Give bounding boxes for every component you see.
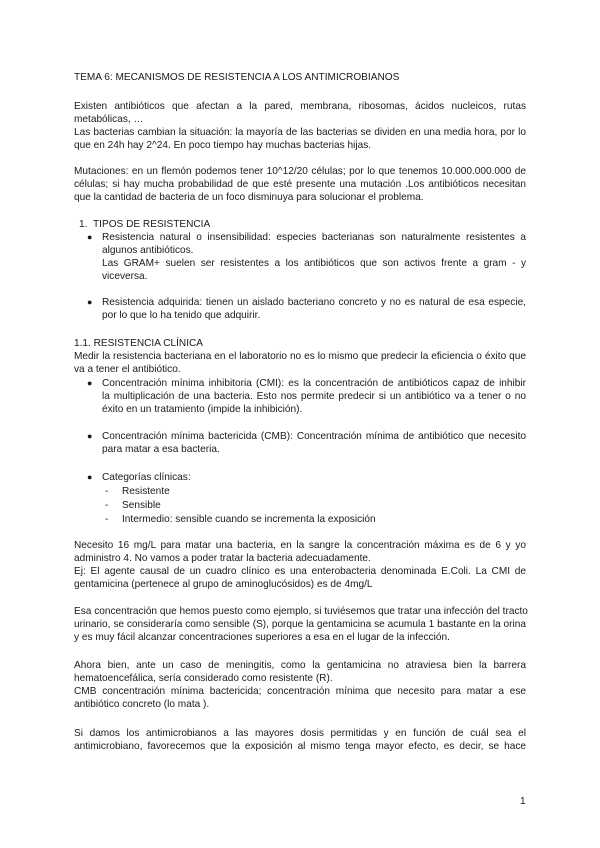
paragraph-line: Si damos los antimicrobianos a las mayores dosis permitidas y en función de cuál sea el [74,728,526,739]
list-item: por lo que lo ha tenido que adquirir. [102,310,261,321]
dash-icon: - [105,514,109,525]
paragraph-line: antimicrobiano, favorecemos que la exposición al mismo tenga mayor efecto, es decir, se hace [74,741,526,752]
paragraph-line: que la cantidad de bacteria de un foco disminuya para solucionar el problema. [74,192,424,203]
list-item: Las GRAM+ suelen ser resistentes a los antibióticos que son activos frente a gram - y [102,258,526,269]
paragraph-line: va a tener el antibiótico. [74,364,181,375]
paragraph-line: Medir la resistencia bacteriana en el laboratorio no es lo mismo que predecir la eficiencia o éxito que [74,351,526,362]
paragraph-line: antibiótico concreto (lo mata ). [74,699,210,710]
list-item: Concentración mínima inhibitoria (CMI): es la concentración de antibióticos capaz de inhibir [102,378,526,389]
paragraph-line: metabólicas, … [74,114,144,125]
bullet-icon: ● [87,378,93,388]
dash-icon: - [105,486,109,497]
paragraph-line: gentamicina (pertenece al grupo de aminoglucósidos) es de 4mg/L [74,579,373,590]
sub-list-item: Resistente [122,486,170,497]
paragraph-line: administro 4. No vamos a poder tratar la bacteria adecuadamente. [74,553,371,564]
list-item: Categorías clínicas: [102,472,191,483]
bullet-icon: ● [87,297,93,307]
paragraph-line: Ej: El agente causal de un cuadro clínico es una enterobacteria denominada E.Coli. La CMI de [74,566,526,577]
paragraph-line: urinario, se consideraría como sensible (S), porque la gentamicina se acumula 1 bastante en la orina [74,619,526,630]
bullet-icon: ● [87,472,93,482]
section-heading: 1.1. RESISTENCIA CLÍNICA [74,338,204,349]
list-item: Concentración mínima bactericida (CMB): Concentración mínima de antibiótico que necesito [102,431,526,442]
paragraph-line: Necesito 16 mg/L para matar una bacteria, en la sangre la concentración máxima es de 6 y yo [74,540,526,551]
list-item: la multiplicación de una bacteria. Esto nos permite predecir si un antibiótico va a tener o no [102,391,526,402]
list-item: algunos antibióticos. [102,245,194,256]
paragraph-line: hematoencefálica, sería considerado como resistente (R). [74,673,333,684]
list-item: éxito en un tratamiento (impide la inhibición). [102,404,303,415]
section-number: 1. [79,219,88,230]
document-title: TEMA 6: MECANISMOS DE RESISTENCIA A LOS ANTIMICROBIANOS [74,72,400,83]
paragraph-line: Las bacterias cambian la situación: la mayoría de las bacterias se dividen en una media hora, por lo [74,127,526,138]
section-heading: TIPOS DE RESISTENCIA [93,219,211,230]
paragraph-line: Ahora bien, ante un caso de meningitis, como la gentamicina no atraviesa bien la barrera [74,660,526,671]
list-item: para matar a esa bacteria. [102,444,220,455]
paragraph-line: Mutaciones: en un flemón podemos tener 10^12/20 células; por lo que tenemos 10.000.000.000 de [74,166,526,177]
paragraph-line: que en 24h hay 2^24. En poco tiempo hay muchas bacterias hijas. [74,140,372,151]
sub-list-item: Intermedio: sensible cuando se incrementa la exposición [122,514,376,525]
list-item: viceversa. [102,271,148,282]
paragraph-line: y es muy fácil alcanzar concentraciones superiores a esa en el lugar de la infección. [74,632,450,643]
sub-list-item: Sensible [122,500,161,511]
dash-icon: - [105,500,109,511]
bullet-icon: ● [87,232,93,242]
paragraph-line: Existen antibióticos que afectan a la pared, membrana, ribosomas, ácidos nucleicos, rutas [74,101,526,112]
list-item: Resistencia natural o insensibilidad: especies bacterianas son naturalmente resistentes a [102,232,526,243]
paragraph-line: CMB concentración mínima bactericida; concentración mínima que necesito para matar a ese [74,686,526,697]
paragraph-line: células; si hay mucha probabilidad de que esté presente una mutación .Los antibióticos necesitan [74,179,526,190]
list-item: Resistencia adquirida: tienen un aislado bacteriano concreto y no es natural de esa especie, [102,297,526,308]
bullet-icon: ● [87,431,93,441]
page-number: 1 [520,796,526,807]
paragraph-line: Esa concentración que hemos puesto como ejemplo, si tuviésemos que tratar una infección del tracto [74,606,528,617]
